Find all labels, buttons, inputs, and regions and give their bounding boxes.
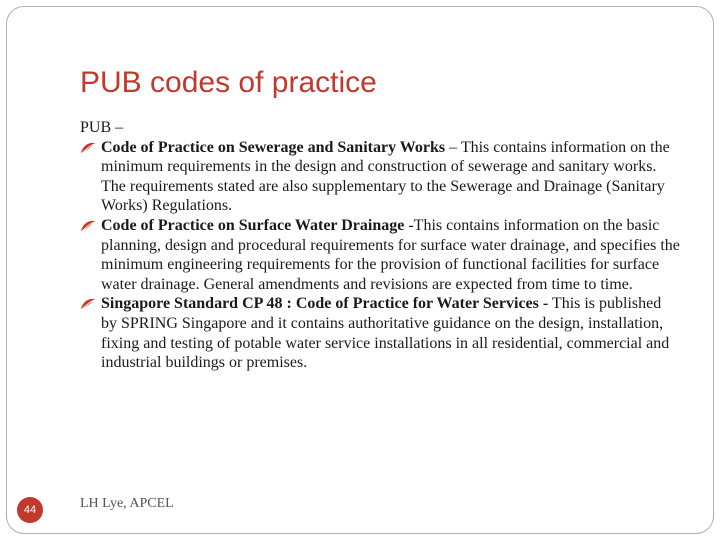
slide-title: PUB codes of practice [80, 66, 377, 99]
bullet-heading: Code of Practice on Sewerage and Sanitary Works [101, 138, 446, 156]
page-number-badge: 44 [17, 497, 43, 523]
bullet-text: -This contains information on the basic planning, design and procedural requirements for surface water drainage, and specifies the minimum engineering requirements for the provision of functional facilities for surface water drainage. General amendments and revisions are expected from time to time. [101, 216, 680, 293]
bullet-list [80, 138, 680, 373]
leaf-bullet-icon [80, 297, 96, 311]
bullet-text: – This contains information on the minimum requirements in the design and construction of sewerage and sanitary works. The requirements stated are also supplementary to the Sewerage and Drainage (Sanitary Works) Regulations. [101, 138, 670, 215]
bullet-item [80, 294, 680, 372]
bullet-item [80, 138, 680, 216]
footer-text: LH Lye, APCEL [80, 496, 174, 511]
leaf-bullet-icon [80, 141, 96, 155]
bullet-heading: Code of Practice on Surface Water Drainage [101, 216, 405, 234]
bullet-text: This is published by SPRING Singapore and it contains authoritative guidance on the design, installation, fixing and testing of potable water service installations in all residential, commercial and industrial buildings or premises. [101, 295, 670, 372]
bullet-heading: Singapore Standard CP 48 : Code of Practice for Water Services - [101, 295, 549, 313]
intro-text: PUB – [80, 119, 124, 136]
bullet-item [80, 216, 680, 294]
slide-body [80, 118, 680, 373]
leaf-bullet-icon [80, 219, 96, 233]
